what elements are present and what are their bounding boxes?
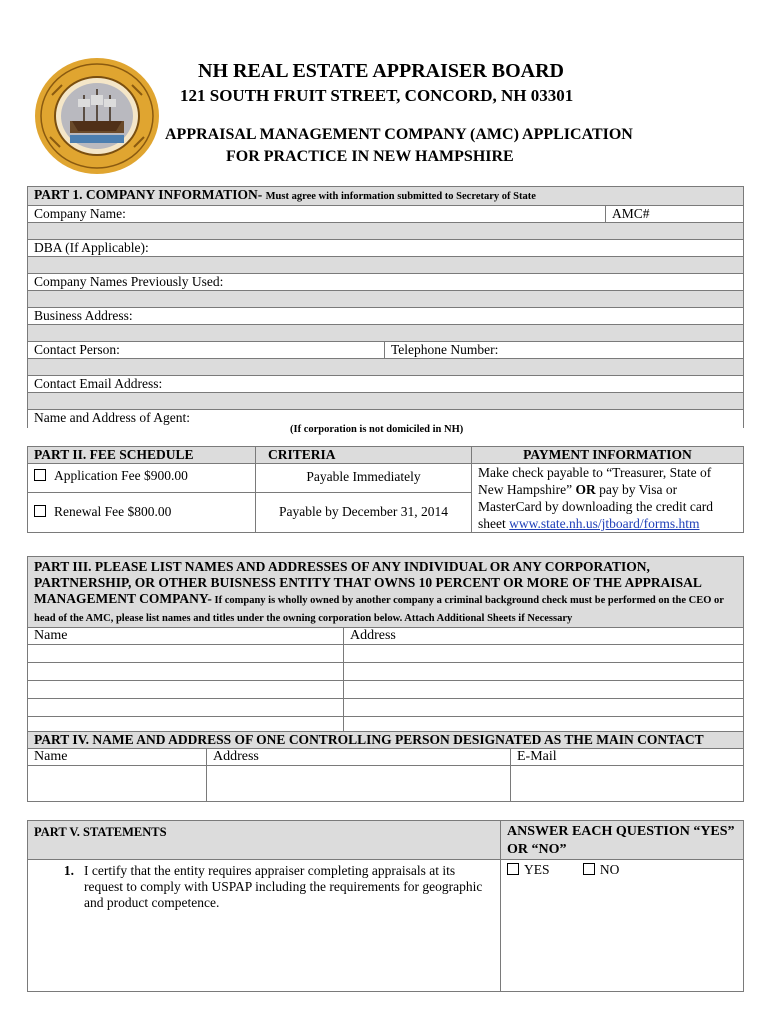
part3-title: PART III. PLEASE LIST NAMES AND ADDRESSES OF ANY INDIVIDUAL OR ANY CORPORATION, PARTNERSHIP, OR OTHER BUISNESS ENTITY THAT OWNS 10 PERCENT OR MORE OF THE APPRAISAL MANAGEMENT COMPANY- bbox=[34, 559, 702, 606]
owner-address-cell[interactable] bbox=[344, 645, 744, 663]
business-address-field[interactable]: Business Address: bbox=[28, 308, 744, 325]
part3-owners bbox=[27, 556, 744, 735]
form-subtitle: FOR PRACTICE IN NEW HAMPSHIRE bbox=[226, 148, 514, 165]
part3-header bbox=[28, 557, 744, 628]
dba-field[interactable]: DBA (If Applicable): bbox=[28, 240, 744, 257]
criteria-header: CRITERIA bbox=[256, 447, 472, 464]
payment-information bbox=[472, 464, 744, 533]
contact-email-field[interactable]: Contact Email Address: bbox=[28, 376, 744, 393]
part5-title: PART V. STATEMENTS bbox=[28, 821, 501, 860]
company-name-field[interactable]: Company Name: bbox=[28, 206, 606, 223]
spacer-row bbox=[28, 223, 744, 240]
no-label: NO bbox=[599, 862, 620, 877]
spacer-row bbox=[28, 291, 744, 308]
owner-address-cell[interactable] bbox=[344, 681, 744, 699]
renewal-fee-checkbox[interactable] bbox=[34, 505, 46, 517]
spacer-row bbox=[28, 393, 744, 410]
renewal-fee-row bbox=[28, 492, 256, 532]
statement-1-yes-checkbox[interactable] bbox=[507, 863, 519, 875]
forms-link[interactable]: www.state.nh.us/jtboard/forms.htm bbox=[509, 516, 700, 531]
owner-name-header: Name bbox=[28, 628, 344, 645]
board-name: NH REAL ESTATE APPRAISER BOARD bbox=[198, 60, 564, 82]
amc-number-field[interactable]: AMC# bbox=[606, 206, 744, 223]
contact-address-cell[interactable] bbox=[207, 766, 511, 802]
form-title: APPRAISAL MANAGEMENT COMPANY (AMC) APPLICATION bbox=[165, 126, 633, 143]
spacer-row bbox=[28, 359, 744, 376]
contact-email-cell[interactable] bbox=[511, 766, 744, 802]
statement-1-answer bbox=[501, 860, 744, 992]
renewal-fee-label: Renewal Fee $800.00 bbox=[54, 503, 172, 519]
contact-name-cell[interactable] bbox=[28, 766, 207, 802]
part1-company-information bbox=[27, 186, 744, 428]
part4-main-contact bbox=[27, 731, 744, 802]
board-address: 121 SOUTH FRUIT STREET, CONCORD, NH 03301 bbox=[180, 86, 574, 105]
state-seal-logo bbox=[32, 55, 162, 177]
answer-header: ANSWER EACH QUESTION “YES” OR “NO” bbox=[501, 821, 744, 860]
contact-name-header: Name bbox=[28, 749, 207, 766]
agent-note: (If corporation is not domiciled in NH) bbox=[290, 424, 464, 435]
application-criteria: Payable Immediately bbox=[256, 464, 472, 493]
payment-text-a: Make check payable to “Treasurer, State of New Hampshire” bbox=[478, 465, 712, 497]
part4-title: PART IV. NAME AND ADDRESS OF ONE CONTROLLING PERSON DESIGNATED AS THE MAIN CONTACT bbox=[28, 732, 744, 749]
statement-1-number: 1. bbox=[63, 863, 74, 878]
renewal-criteria: Payable by December 31, 2014 bbox=[256, 492, 472, 532]
part5-statements bbox=[27, 820, 744, 992]
part2-fee-schedule bbox=[27, 446, 744, 533]
contact-person-field[interactable]: Contact Person: bbox=[28, 342, 385, 359]
payment-or: OR bbox=[575, 482, 596, 497]
telephone-field[interactable]: Telephone Number: bbox=[385, 342, 744, 359]
part1-title: PART 1. COMPANY INFORMATION- bbox=[34, 187, 263, 202]
owner-address-cell[interactable] bbox=[344, 699, 744, 717]
yes-label: YES bbox=[524, 862, 550, 877]
application-fee-label: Application Fee $900.00 bbox=[54, 468, 188, 483]
contact-address-header: Address bbox=[207, 749, 511, 766]
application-fee-checkbox[interactable] bbox=[34, 469, 46, 481]
owner-name-cell[interactable] bbox=[28, 681, 344, 699]
spacer-row bbox=[28, 325, 744, 342]
payment-header: PAYMENT INFORMATION bbox=[472, 447, 744, 464]
contact-email-header: E-Mail bbox=[511, 749, 744, 766]
owner-address-header: Address bbox=[344, 628, 744, 645]
payment-text-b: pay by Visa or MasterCard by downloading the credit card sheet bbox=[478, 482, 714, 531]
statement-1-text: I certify that the entity requires appraiser completing appraisals at its request to comply with USPAP including the requirements for geographic and product competence. bbox=[84, 863, 483, 910]
owner-name-cell[interactable] bbox=[28, 645, 344, 663]
owner-address-cell[interactable] bbox=[344, 663, 744, 681]
previous-names-field[interactable]: Company Names Previously Used: bbox=[28, 274, 744, 291]
owner-name-cell[interactable] bbox=[28, 699, 344, 717]
statement-1-no-checkbox[interactable] bbox=[583, 863, 595, 875]
statement-1 bbox=[28, 860, 501, 992]
application-fee-row bbox=[28, 464, 256, 493]
owner-name-cell[interactable] bbox=[28, 663, 344, 681]
part2-title: PART II. FEE SCHEDULE bbox=[28, 447, 256, 464]
part3-note: If company is wholly owned by another company a criminal background check must be performed on the CEO or head of the AMC, please list names and titles under the owning corporation below. Attach Additional Sheets if Necessary bbox=[34, 595, 724, 624]
part1-header bbox=[28, 187, 744, 206]
spacer-row bbox=[28, 257, 744, 274]
agent-field[interactable]: Name and Address of Agent: bbox=[28, 410, 744, 428]
part1-subtitle: Must agree with information submitted to Secretary of State bbox=[265, 191, 536, 202]
